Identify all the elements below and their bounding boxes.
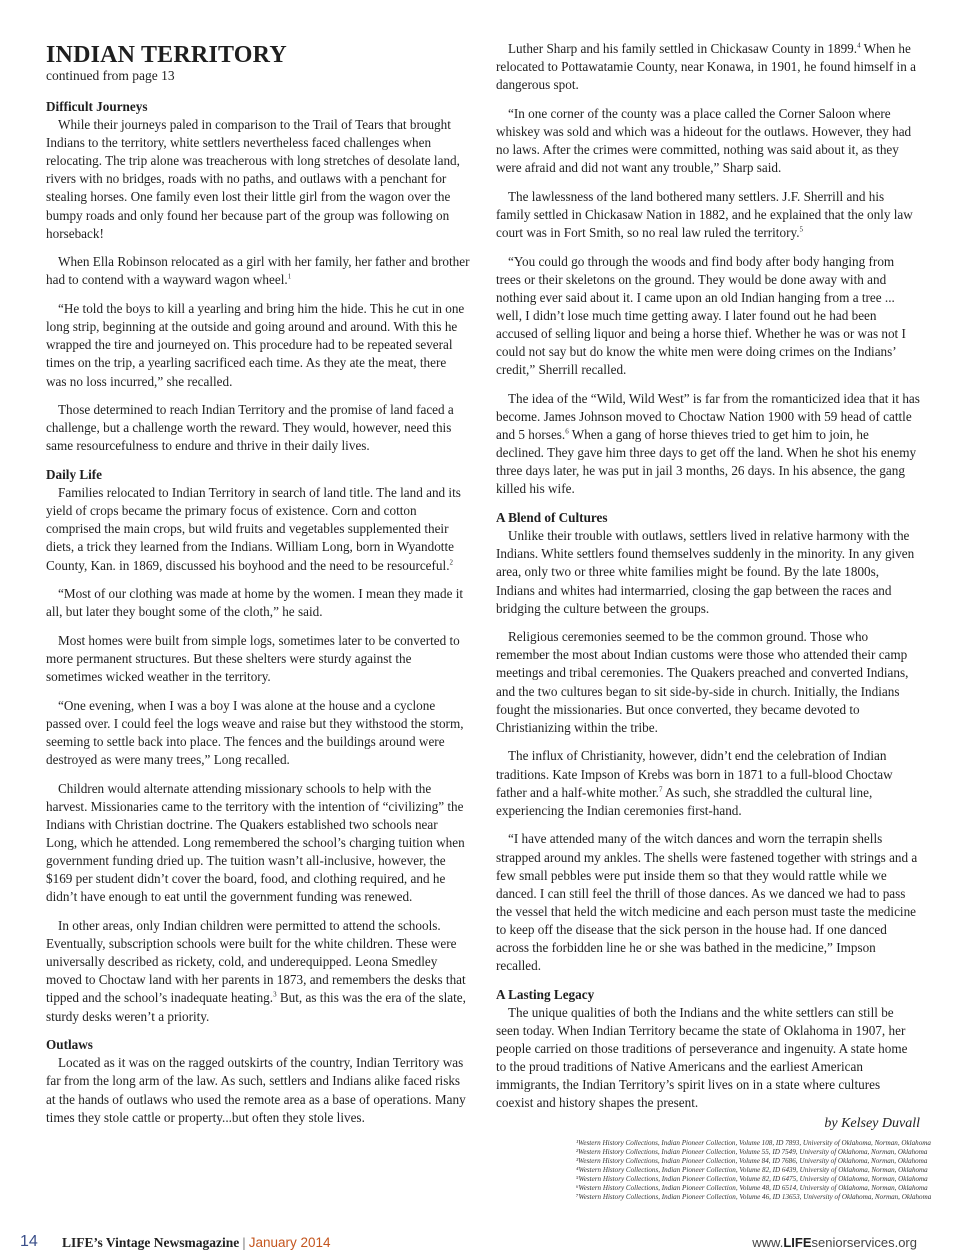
left-column bbox=[46, 40, 470, 1137]
paragraph bbox=[496, 1004, 920, 1113]
footnote-ref: 3 bbox=[273, 991, 277, 1000]
paragraph-text: The idea of the “Wild, Wild West” is far from the romanticized idea that it has become. James Johnson moved to Choctaw Nation 1900 with 59 head of cattle and 5 horses. bbox=[496, 390, 920, 443]
paragraph-text-cont: But, as this was the era of the slate, sturdy desks weren’t a priority. bbox=[46, 990, 466, 1024]
paragraph-text: Located as it was on the ragged outskirts of the country, Indian Territory was far from the long arm of the law. As such, settlers and Indians alike faced risks at the hands of outlaws who used the remote area as a base of operations. Many times they stole cattle or property...but often they stole lives. bbox=[46, 1055, 466, 1125]
paragraph-text: Those determined to reach Indian Territory and the promise of land faced a challenge, but a challenge worth the reward. They would, however, need this same resourcefulness to endure and thrive in their daily lives. bbox=[46, 402, 454, 454]
page-footer bbox=[0, 1233, 960, 1255]
paragraph bbox=[496, 188, 920, 242]
paragraph bbox=[496, 390, 920, 499]
footnote: ⁶Western History Collections, Indian Pioneer Collection, Volume 48, ID 6514, University of Oklahoma, Norman, Oklahoma bbox=[576, 1183, 928, 1192]
paragraph-text: When Ella Robinson relocated as a girl with her family, her father and brother had to contend with a wayward wagon wheel. bbox=[46, 254, 470, 288]
paragraph-text: While their journeys paled in comparison to the Trail of Tears that brought Indians to the territory, white settlers nevertheless faced challenges when relocating. The trip alone was treacherous with long stretches of desolate land, rivers with no bridges, roads with no paths, and outlaws with a penchant for stealing horses. One family even lost their little girl from the wagon over the bumpy roads and only found her because part of the group was following on horseback! bbox=[46, 117, 460, 241]
paragraph-text: Families relocated to Indian Territory in search of land title. The land and its yield of crops became the primary focus of existence. Corn and cotton comprised the main crops, but wild fruits and vegetables supplemented their diets, a trick they learned from the Indians. William Long, born in Wyandotte County, Kan. in 1869, discussed his boyhood and the need to be resourceful. bbox=[46, 485, 461, 573]
paragraph-text: “In one corner of the county was a place called the Corner Saloon where whiskey was sold and which was a hideout for the outlaws. However, they had no laws. After the crimes were committed, nothing was said about it, as they were afraid and did not want any trouble,” Sharp said. bbox=[496, 105, 912, 176]
website-link[interactable] bbox=[752, 1235, 917, 1250]
footnote: ²Western History Collections, Indian Pioneer Collection, Volume 55, ID 7549, University of Oklahoma, Norman, Oklahoma bbox=[576, 1148, 928, 1156]
byline: by Kelsey Duvall bbox=[824, 1116, 920, 1131]
footnote-ref: 1 bbox=[287, 273, 292, 282]
website-suffix: seniorservices.org bbox=[811, 1235, 917, 1250]
footnote: ⁷Western History Collections, Indian Pioneer Collection, Volume 46, ID 13653, University of Oklahoma, Norman, Oklahoma bbox=[576, 1192, 932, 1201]
footnote-ref: 6 bbox=[565, 427, 569, 436]
footnote-ref: 4 bbox=[857, 41, 861, 50]
paragraph bbox=[46, 484, 470, 574]
paragraph-text-cont: As such, she straddled the cultural line, experiencing the Indian ceremonies first-hand. bbox=[496, 784, 873, 818]
paragraph bbox=[46, 917, 470, 1026]
paragraph bbox=[46, 116, 470, 243]
paragraph-text: In other areas, only Indian children were permitted to attend the schools. Eventually, subscription schools were built for the white children. These were universally described as rickety, cold, and underequipped. Leona Smedley moved to Choctaw land with her parents in 1873, and remembers the desks that tipped and the school’s inadequate heating. bbox=[46, 918, 466, 1006]
left-column-body bbox=[46, 98, 470, 1127]
right-column bbox=[496, 40, 932, 1201]
magazine-name: LIFE’s Vintage Newsmagazine bbox=[62, 1235, 240, 1250]
footnote-ref: 7 bbox=[658, 785, 663, 794]
paragraph-text: Children would alternate attending missionary schools to help with the harvest. Missionaries came to the territory with the intention of “civilizing” the Indians with Christian doctrine. The Quakers established two schools near Long, which he attended. Long remembered the school’s charging tuition when government funding dried up. The tuition wasn’t all-inclusive, however, the $169 per student didn’t cover the board, food, and clothing required, and he didn’t have enough to eat until the government funding was renewed. bbox=[46, 780, 465, 905]
section-heading: Difficult Journeys bbox=[46, 99, 148, 114]
paragraph bbox=[46, 300, 470, 390]
footnote-ref: 2 bbox=[449, 558, 453, 567]
paragraph bbox=[496, 40, 920, 94]
paragraph bbox=[496, 830, 920, 975]
paragraph-text: Unlike their trouble with outlaws, settlers lived in relative harmony with the Indians. White settlers found themselves suddenly in the minority. In any given area, only two or three white families might be found. By the late 1800s, Indians and whites had intermarried, closing the gap between the races and bridging the culture between the groups. bbox=[496, 528, 915, 616]
footnote: ³Western History Collections, Indian Pioneer Collection, Volume 84, ID 7686, University of Oklahoma, Norman, Oklahoma bbox=[576, 1156, 928, 1165]
paragraph bbox=[46, 1054, 470, 1126]
paragraph-text: “One evening, when I was a boy I was alone at the house and a cyclone passed over. I could feel the logs weave and raise but they withstood the storm, seeming to settle back into place. The fences and the buildings around were destroyed as were many trees,” Long recalled. bbox=[46, 697, 464, 768]
paragraph bbox=[46, 780, 470, 907]
paragraph-text: The unique qualities of both the Indians and the white settlers can still be seen today. When Indian Territory became the state of Oklahoma in 1907, her people carried on those traditions of perseverance and ingenuity. A state home to the proud traditions of Native Americans and the earliest American immigrants, the Indian Territory’s spirit lives on in a state where cultures coexist and history shapes the present. bbox=[496, 1004, 908, 1111]
paragraph-text: Most homes were built from simple logs, sometimes later to be converted to more permanent structures. But these shelters were sturdy against the sometimes wicked weather in the territory. bbox=[46, 633, 460, 685]
paragraph bbox=[496, 105, 920, 177]
article-title: INDIAN TERRITORY bbox=[46, 42, 287, 68]
continued-note: continued from page 13 bbox=[46, 68, 175, 83]
website-brand: LIFE bbox=[783, 1235, 812, 1250]
website-prefix: www. bbox=[752, 1235, 784, 1250]
right-column-body bbox=[496, 40, 920, 1112]
paragraph bbox=[46, 632, 470, 686]
paragraph bbox=[496, 628, 920, 737]
magazine-credit bbox=[62, 1235, 331, 1251]
paragraph-text-cont: When he relocated to Pottawatamie County, near Konawa, in 1901, he found himself in a dangerous spot. bbox=[496, 41, 916, 93]
paragraph-text: “Most of our clothing was made at home by the women. I mean they made it all, but later they bought some of the cloth,” he said. bbox=[46, 586, 464, 620]
paragraph-text: “I have attended many of the witch dances and worn the terrapin shells strapped around my ankles. The shells were fastened together with strings and a few small pebbles were put inside them so that they would rattle while we danced. I can still feel the thrill of those dances. As we danced we had to pass the vessel that held the witch medicine and each person must taste the medicine to keep off the disease that the sick person in the house had. If one danced across the forbidden line he or she was bathed in the medicine,” Impson recalled. bbox=[496, 831, 918, 974]
paragraph-text: Luther Sharp and his family settled in Chickasaw County in 1899. bbox=[508, 41, 858, 56]
issue-date: January 2014 bbox=[248, 1235, 331, 1250]
paragraph-text: “You could go through the woods and find body after body hanging from trees or their skeletons on the ground. They would be done away with and nothing ever said about it. I came upon an old Indian hanging from a tree ... well, I didn’t lose much time getting away. I later found out he had been accused of selling liquor and being a horse thief. Whether he was or was not I could not say but do know the white men were doing crimes on the Indians’ credit,” Sherrill recalled. bbox=[496, 253, 906, 378]
section-heading: Outlaws bbox=[46, 1037, 93, 1053]
footnote: ¹Western History Collections, Indian Pioneer Collection, Volume 108, ID 7893, University of Oklahoma, Norman, Oklahoma bbox=[576, 1139, 931, 1148]
paragraph bbox=[496, 747, 920, 819]
section-heading: A Lasting Legacy bbox=[496, 986, 595, 1002]
paragraph-text: The lawlessness of the land bothered many settlers. J.F. Sherrill and his family settled in Chickasaw Nation in 1882, and he explained that the only law court was in Fort Smith, so no real law ruled the territory. bbox=[496, 188, 913, 241]
paragraph bbox=[46, 401, 470, 455]
paragraph-text: Religious ceremonies seemed to be the common ground. Those who remember the most about Indian customs were those who attended their camp meetings and tribal ceremonies. The Quakers preached and converted Indians, and the two cultures began to sit side-by-side in church. Initially, the Indians fought the missionaries. But once converted, they became devoted to Christianizing within the tribe. bbox=[496, 629, 909, 735]
footer-separator: | bbox=[242, 1235, 246, 1250]
footnote: ⁵Western History Collections, Indian Pioneer Collection, Volume 82, ID 6475, University of Oklahoma, Norman, Oklahoma bbox=[576, 1174, 928, 1183]
paragraph-text: The influx of Christianity, however, didn’t end the celebration of Indian traditions. Kate Impson of Krebs was born in 1871 to a full-blood Choctaw father and a half-white mother. bbox=[496, 748, 893, 800]
footnote: ⁴Western History Collections, Indian Pioneer Collection, Volume 82, ID 6439, University of Oklahoma, Norman, Oklahoma bbox=[576, 1165, 928, 1174]
footnotes bbox=[576, 1139, 932, 1201]
paragraph-text-cont: When a gang of horse thieves tried to get him to join, he declined. They gave him three days to get off the land. When he shot his enemy three days later, he was put in jail 3 months, 26 days. In his absence, the gang killed his wife. bbox=[496, 427, 917, 497]
paragraph bbox=[496, 527, 920, 617]
paragraph-text: “He told the boys to kill a yearling and bring him the hide. This he cut in one long strip, beginning at the outside and going around and around. With this he wrapped the tire and journeyed on. This procedure had to be repeated several times on the trip, a yearling sacrificed each time. As they ate the meat, there was no loss incurred,” she recalled. bbox=[46, 301, 465, 389]
paragraph bbox=[496, 253, 920, 380]
section-heading: Daily Life bbox=[46, 467, 103, 483]
paragraph bbox=[46, 697, 470, 769]
page-number: 14 bbox=[20, 1233, 38, 1250]
paragraph bbox=[46, 585, 470, 621]
footnote-ref: 5 bbox=[799, 225, 803, 234]
section-heading: A Blend of Cultures bbox=[496, 510, 608, 526]
paragraph bbox=[46, 253, 470, 289]
